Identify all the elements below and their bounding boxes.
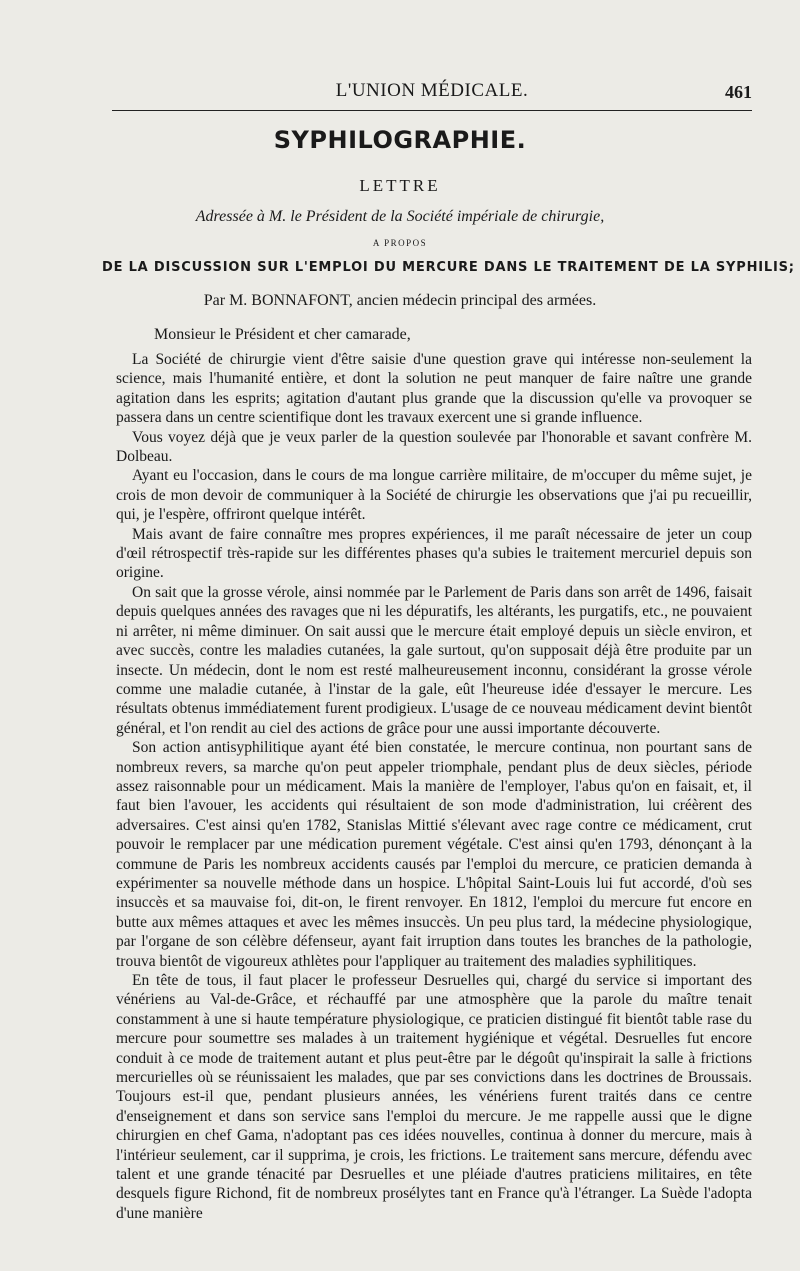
header-rule (112, 110, 752, 111)
section-title: SYPHILOGRAPHIE. (273, 126, 527, 154)
paragraph: Ayant eu l'occasion, dans le cours de ma longue carrière militaire, de m'occuper du même sujet, je crois de mon devoir de communiquer à la Société de chirurgie les observations que j'ai pu recueillir, qui, je l'espère, offriront quelque intérêt. (116, 467, 752, 524)
paragraph: On sait que la grosse vérole, ainsi nommée par le Parlement de Paris dans son arrêt de 1496, faisait depuis quelques années des ravages que ni les dépuratifs, les altérants, les purgatifs, etc., ne pouvaient ni arrêter, ni même diminuer. On sait aussi que le mercure était employé depuis un siècle environ, et avec succès, contre les maladies cutanées, la gale surtout, qu'on supposait déjà être produite par un insecte. Un médecin, dont le nom est resté malheureusement inconnu, considérant la grosse vérole comme une maladie cutanée, à l'instar de la gale, eût l'heureuse idée d'essayer le mercure. Les résultats obtenus immédiatement furent prodigieux. L'usage de ce nouveau médicament devint bientôt général, et l'on rendit au ciel des actions de grâce pour une aussi importante découverte. (116, 583, 752, 737)
page-number: 461 (725, 82, 752, 102)
paragraph: Son action antisyphilitique ayant été bien constatée, le mercure continua, non pourtant sans de nombreux revers, sa marche qu'on peut appeler triomphale, pendant plus de deux siècles, période assez raisonnable pour un médicament. Mais la manière de l'employer, l'abus qu'on en faisait, et, il faut bien l'avouer, les accidents qui résultaient de son mode d'administration, lui créèrent des adversaires. C'est ainsi qu'en 1782, Stanislas Mittié s'élevant avec rage contre ce médicament, crut pouvoir le remplacer par une médication purement végétale. C'est ainsi qu'en 1793, dénonçant à la commune de Paris les nombreux accidents causés par l'emploi du mercure, ce praticien demanda à expérimenter sa nouvelle méthode dans un hospice. L'hôpital Saint-Louis lui fut accordé, d'où ses insuccès et sa mauvaise foi, dit-on, le firent renvoyer. En 1812, l'emploi du mercure fut encore en butte aux mêmes attaques et avec les mêmes insuccès. Un peu plus tard, la médecine physiologique, par l'organe de son célèbre défenseur, ayant fait irruption dans toutes les branches de la pathologie, trouva bientôt de vigoureux athlètes pour l'appliquer au traitement des maladies syphilitiques. (116, 739, 752, 970)
paragraph: Vous voyez déjà que je veux parler de la question soulevée par l'honorable et savant confrère M. Dolbeau. (116, 428, 752, 466)
page-header (112, 80, 752, 110)
addressee-line: Adressée à M. le Président de la Société impériale de chirurgie, (195, 208, 605, 225)
byline: Par M. BONNAFONT, ancien médecin principal des armées. (203, 292, 597, 309)
paragraph: En tête de tous, il faut placer le professeur Desruelles qui, chargé du service si important des vénériens au Val-de-Grâce, et réchauffé par une atmosphère que la parole du maître tenait constamment à une si haute température physiologique, ce praticien distingué fit bientôt table rase du mercure pour soumettre ses malades à un traitement hygiénique et végétal. Desruelles fut encore conduit à ce mode de traitement autant et plus peut-être par le dégoût qu'inspirait la salle à frictions mercurielles où se réunissaient les malades, que par ses convictions dans les doctrines de Broussais. Toujours est-il que, pendant plusieurs années, les vénériens furent traités dans ce centre d'enseignement et dans son service sans l'emploi du mercure. Je me rappelle aussi que le digne chirurgien en chef Gama, n'adoptant pas ces idées nouvelles, continua à donner du mercure, mais à l'intérieur seulement, car il supprima, je crois, les frictions. Le traitement sans mercure, défendu avec talent et une grande ténacité par Desruelles et une pléiade d'autres praticiens militaires, en tête desquels figure Richond, fit de nombreux prosélytes tant en France qu'à l'étranger. La Suède l'adopta d'une manière (116, 972, 752, 1222)
running-head: L'UNION MÉDICALE. (335, 80, 529, 101)
a-propos-label: A PROPOS (372, 238, 428, 248)
article-body (116, 350, 752, 1223)
salutation: Monsieur le Président et cher camarade, (154, 326, 411, 343)
paragraph: La Société de chirurgie vient d'être saisie d'une question grave qui intéresse non-seulement la science, mais l'humanité entière, et dont la solution ne peut manquer de faire naître une grande agitation dans les esprits; agitation d'autant plus grande que la discussion qu'elle va provoquer se passera dans un centre scientifique dont les travaux exercent une si grande influence. (116, 351, 752, 427)
paragraph: Mais avant de faire connaître mes propres expériences, il me paraît nécessaire de jeter un coup d'œil rétrospectif très-rapide sur les différentes phases qu'a subies le traitement mercuriel depuis son origine. (116, 525, 752, 582)
article-subject: DE LA DISCUSSION SUR L'EMPLOI DU MERCURE DANS LE TRAITEMENT DE LA SYPHILIS; (102, 260, 795, 275)
article-kind: LETTRE (359, 176, 441, 195)
